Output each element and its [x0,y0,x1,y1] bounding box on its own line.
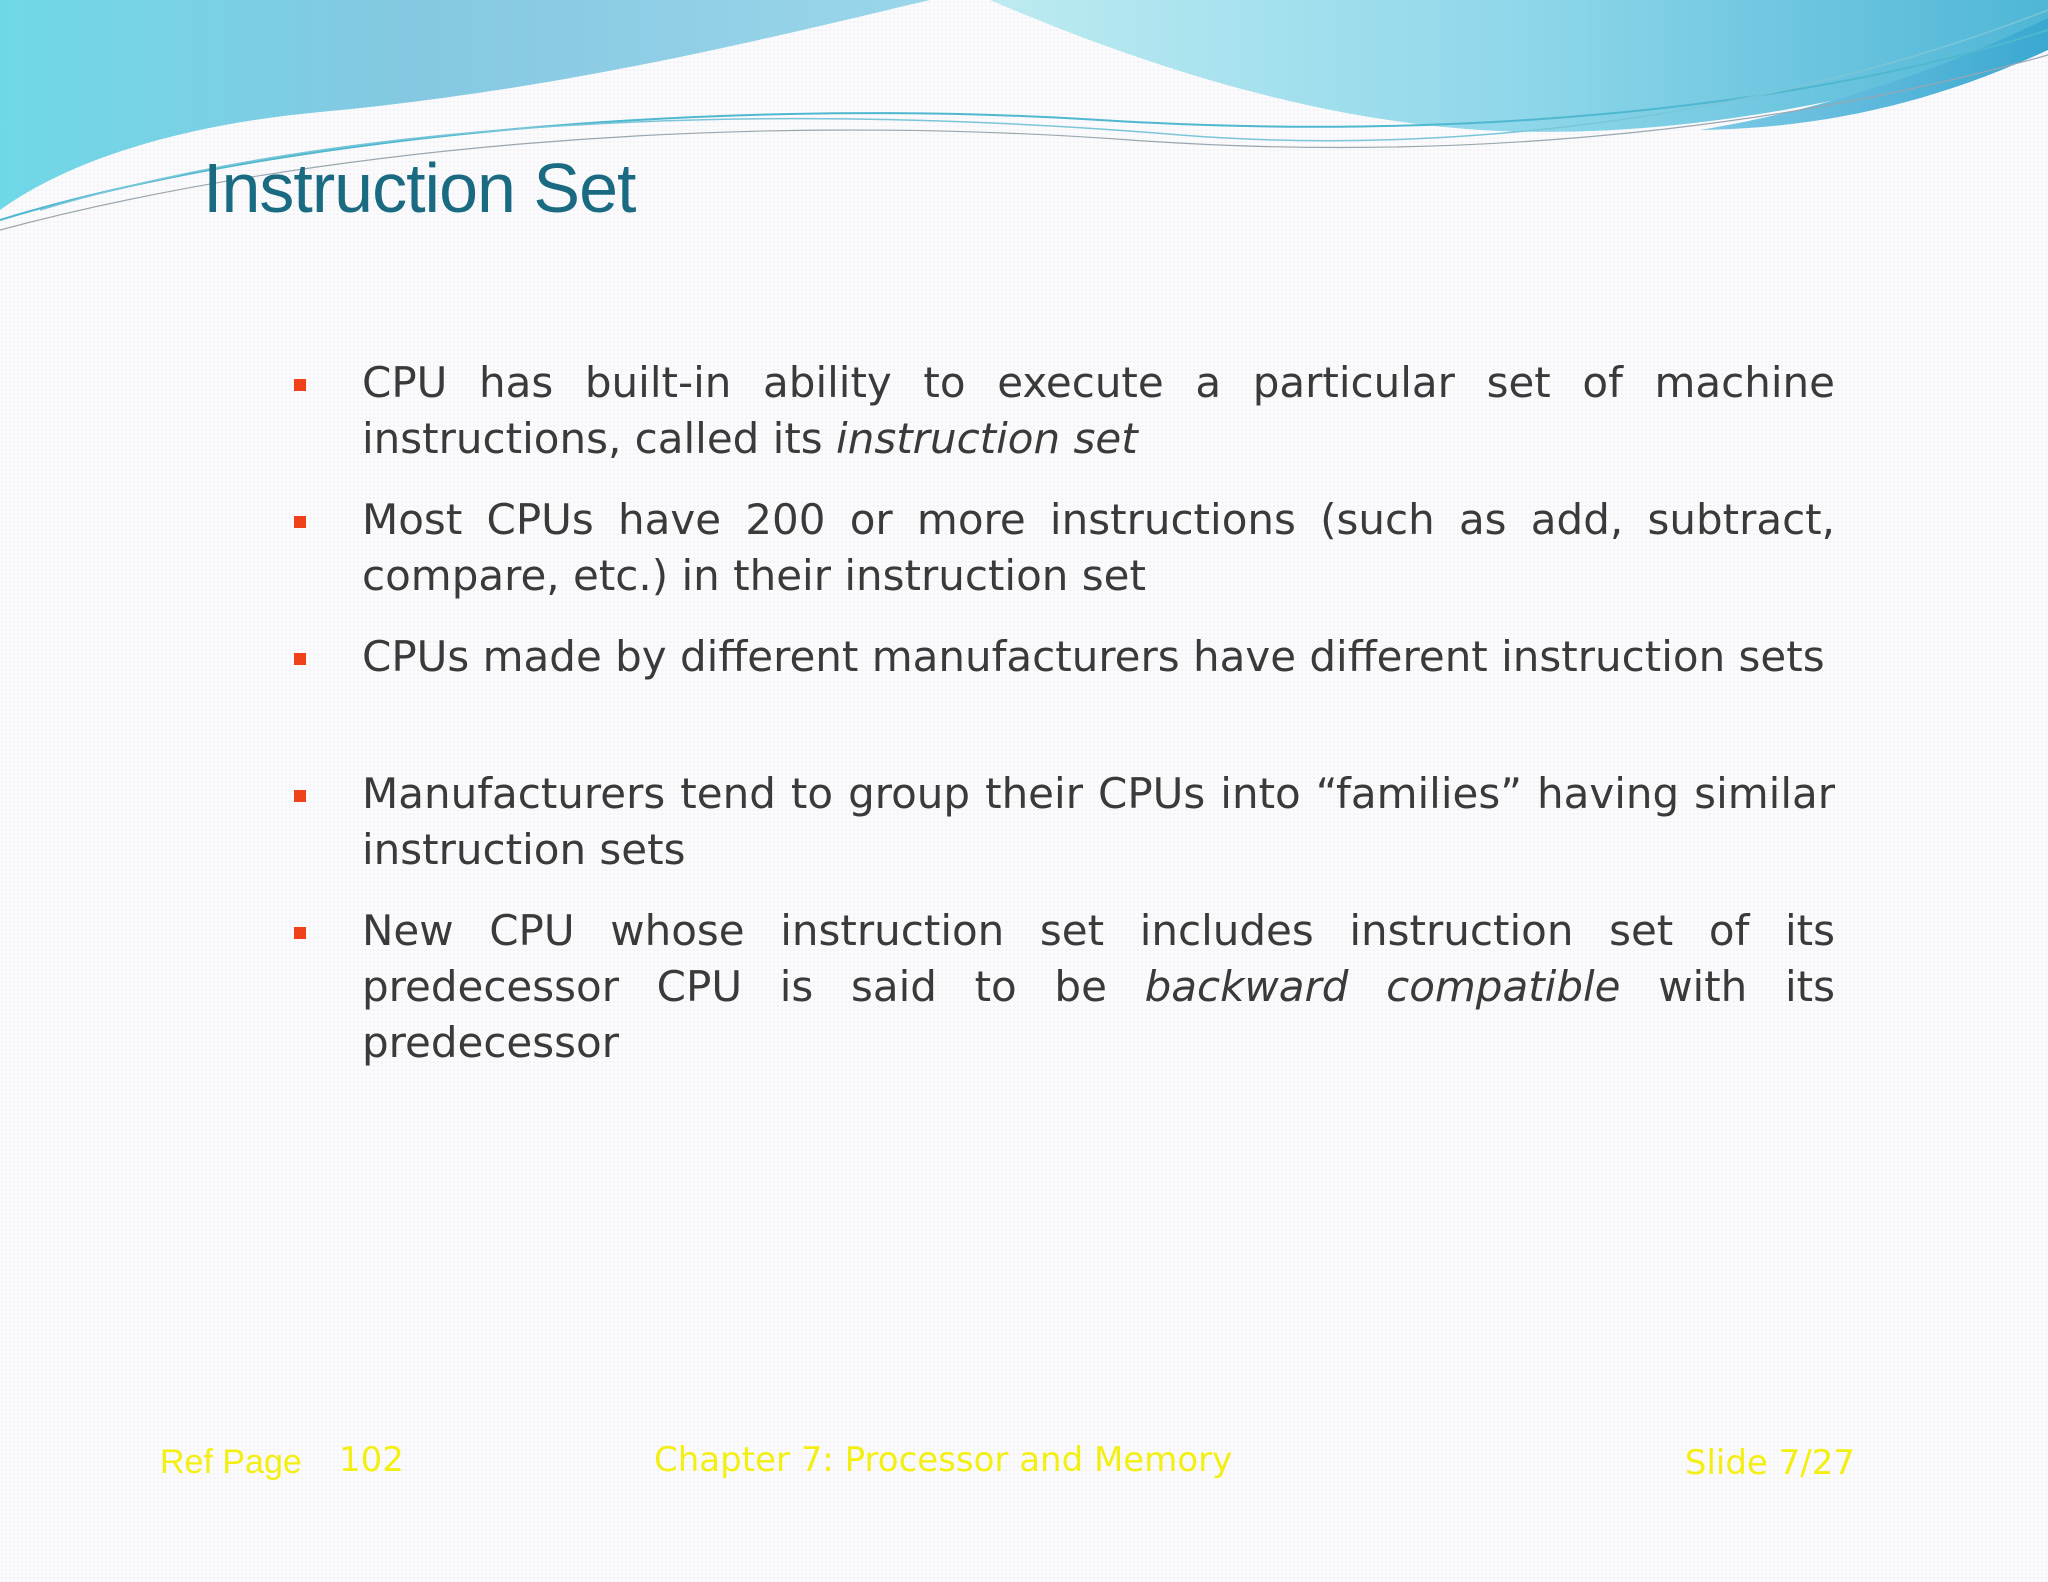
footer-slide-number: Slide 7/27 [1684,1443,1855,1483]
bullet-text: New CPU whose instruction set includes instruction set of its predecessor CPU is said to be backward compatible with its predecessor [362,906,1835,1067]
footer-ref-page: 102 [339,1440,404,1480]
bullet-text: Most CPUs have 200 or more instructions (such as add, subtract, compare, etc.) in their instruction set [362,495,1835,600]
bullet-item [290,903,1835,1073]
bullet-list [290,355,1835,1097]
bullet-text: CPUs made by different manufacturers have different instruction sets [362,632,1825,681]
square-bullet-icon [294,516,306,528]
bullet-item [290,766,1835,879]
footer-chapter: Chapter 7: Processor and Memory [654,1440,1233,1480]
wave-band-right [990,0,2048,132]
bullet-item [290,355,1835,468]
square-bullet-icon [294,927,306,939]
bullet-text: CPU has built-in ability to execute a particular set of machine instructions, called its instruction set [362,358,1835,463]
square-bullet-icon [294,653,306,665]
slide-title: Instruction Set [203,149,636,227]
bullet-item [290,629,1835,742]
bullet-item [290,492,1835,605]
square-bullet-icon [294,379,306,391]
bullet-text: Manufacturers tend to group their CPUs into “families” having similar instruction sets [362,769,1835,874]
footer-ref-label: Ref Page [160,1443,302,1481]
square-bullet-icon [294,790,306,802]
